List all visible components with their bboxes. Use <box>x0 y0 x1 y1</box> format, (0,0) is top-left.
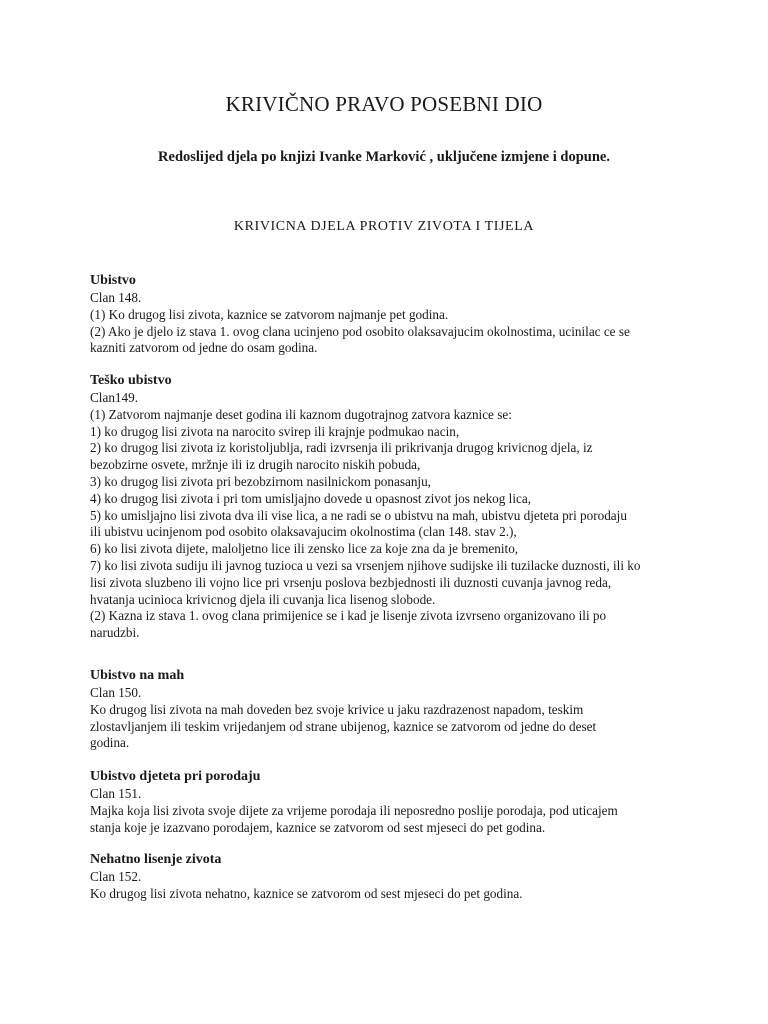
article-text-line: 5) ko umisljajno lisi zivota dva ili vise lica, a ne radi se o ubistvu na mah, ubistvu djeteta pri porodaju <box>90 507 627 523</box>
document-subtitle: Redoslijed djela po knjizi Ivanke Marković , uključene izmjene i dopune. <box>158 149 610 165</box>
section-heading: Ubistvo na mah <box>90 668 185 683</box>
article-text-line: Majka koja lisi zivota svoje dijete za vrijeme porodaja ili neposredno poslije porodaja, pod uticajem <box>90 802 618 818</box>
article-text-line: (1) Ko drugog lisi zivota, kaznice se zatvorom najmanje pet godina. <box>90 306 449 322</box>
article-text-line: zlostavljanjem ili teskim vrijedanjem od strane ubijenog, kaznice se zatvorom od jedne do deset <box>90 718 597 734</box>
document-title: KRIVIČNO PRAVO POSEBNI DIO <box>225 92 543 116</box>
article-number: Clan 152. <box>90 869 142 884</box>
section-ubistvo-na-mah <box>90 667 690 752</box>
article-text-line: 1) ko drugog lisi zivota na narocito svirep ili krajnje podmukao nacin, <box>90 423 460 439</box>
article-text-line: 6) ko lisi zivota dijete, maloljetno lice ili zensko lice za koje zna da je bremenito, <box>90 541 519 557</box>
article-text-line: stanja koje je izazvano porodajem, kaznice se zatvorom od sest mjeseci do pet godina. <box>90 819 546 835</box>
article-text-line: (2) Kazna iz stava 1. ovog clana primijenice se i kad je lisenje zivota izvrseno organizovano ili po <box>90 608 607 624</box>
section-heading: Nehatno lisenje zivota <box>90 852 222 867</box>
article-text-line: lisi zivota sluzbeno ili vojno lice pri vrsenju poslova bezbjednosti ili duznosti cuvanja javnog reda, <box>90 574 612 590</box>
article-text-line: 3) ko drugog lisi zivota pri bezobzirnom nasilnickom ponasanju, <box>90 473 431 489</box>
article-text-line: Ko drugog lisi zivota nehatno, kaznice se zatvorom od sest mjeseci do pet godina. <box>90 885 523 901</box>
chapter-title: KRIVICNA DJELA PROTIV ZIVOTA I TIJELA <box>233 219 535 234</box>
section-ubistvo-djeteta <box>90 768 690 836</box>
article-text-line: hvatanja ucinioca krivicnog djela ili cuvanja lica lisenog slobode. <box>90 591 436 607</box>
article-text-line: godina. <box>90 735 130 751</box>
section-nehatno-lisenje-zivota <box>90 851 690 903</box>
article-text-line: (1) Zatvorom najmanje deset godina ili kaznom dugotrajnog zatvora kaznice se: <box>90 406 512 422</box>
article-number: Clan 150. <box>90 685 142 700</box>
section-heading: Ubistvo djeteta pri porodaju <box>90 769 261 784</box>
section-heading: Ubistvo <box>90 273 136 288</box>
article-text-line: bezobzirne osvete, mržnje ili iz drugih narocito niskih pobuda, <box>90 457 421 473</box>
section-tesko-ubistvo <box>90 372 690 642</box>
article-text-line: (2) Ako je djelo iz stava 1. ovog clana ucinjeno pod osobito olaksavajucim okolnostima, ucinilac ce se <box>90 323 630 339</box>
article-text-line: narudzbi. <box>90 625 140 641</box>
section-ubistvo <box>90 272 690 357</box>
article-number: Clan149. <box>90 390 138 405</box>
article-text-line: ili ubistvu ucinjenom pod osobito olaksavajucim okolnostima (clan 148. stav 2.), <box>90 524 517 540</box>
article-text-line: 7) ko lisi zivota sudiju ili javnog tuzioca u vezi sa vrsenjem njihove sudijske ili tuzilacke duznosti, ili ko <box>90 557 641 573</box>
section-heading: Teško ubistvo <box>90 373 172 388</box>
article-text-line: 4) ko drugog lisi zivota i pri tom umisljajno dovede u opasnost zivot jos nekog lica, <box>90 490 531 506</box>
article-text-line: Ko drugog lisi zivota na mah doveden bez svoje krivice u jaku razdrazenost napadom, teskim <box>90 701 584 717</box>
article-text-line: kazniti zatvorom od jedne do osam godina. <box>90 340 318 356</box>
article-number: Clan 148. <box>90 290 142 305</box>
article-text-line: 2) ko drugog lisi zivota iz koristoljublja, radi izvrsenja ili prikrivanja drugog krivicnog djela, iz <box>90 440 593 456</box>
article-number: Clan 151. <box>90 786 142 801</box>
